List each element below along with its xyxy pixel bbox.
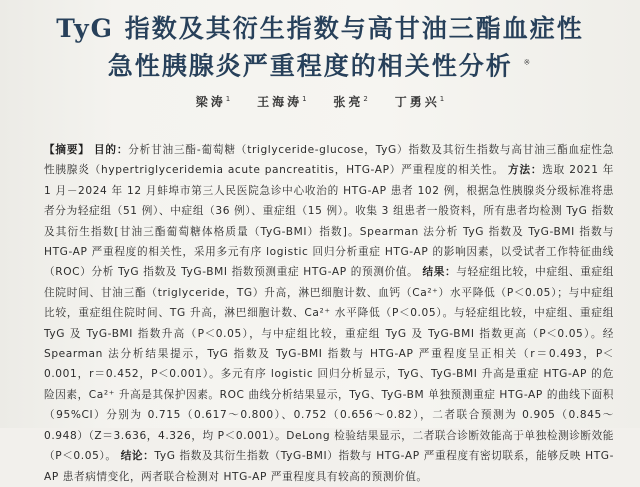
conclusion-label: 结论：	[120, 450, 155, 463]
paper-title-line-1	[0, 12, 640, 46]
abstract	[44, 140, 614, 487]
author-name: 丁勇兴	[394, 95, 440, 110]
author-name: 王海涛	[257, 95, 303, 110]
abstract-tag: 【摘要】	[44, 144, 90, 156]
author	[196, 95, 230, 109]
author	[257, 95, 306, 109]
conclusion-text: TyG 指数及其衍生指数（TyG-BMI）指数与 HTG-AP 严重程度有密切联系，能够反映 HTG-AP 患者病情变化，两者联合检测对 HTG-AP 严重程度具有较高的预测价值。	[44, 450, 615, 483]
results-label: 结果：	[422, 266, 457, 279]
methods-text: 选取 2021 年 1 月－2024 年 12 月蚌埠市第三人民医院急诊中心收治的 HTG-AP 患者 102 例，根据急性胰腺炎分级标准将患者分为轻症组（51 例）、中症组（36 例）、重症组（15 例）。收集 3 组患者一般资料，所有患者均检测 TyG 指数及其衍生指数[甘油三酯葡萄糖体格质量（TyG-BMI）指数]。Spearman 法分析 TyG 指数及 TyG-BMI 指数与 HTG-AP 严重程度的相关性，采用多元有序 logistic 回归分析重症 HTG-AP 的影响因素，以受试者工作特征曲线（ROC）分析 TyG 指数及 TyG-BMI 指数预测重症 HTG-AP 的预测价值。	[44, 164, 614, 279]
methods-label: 方法：	[508, 164, 543, 177]
author-affiliation: 1	[439, 95, 445, 104]
title-block	[0, 0, 640, 83]
author-affiliation: 1	[225, 95, 231, 104]
author-list	[0, 93, 640, 110]
author-affiliation: 2	[363, 95, 368, 104]
author-name: 梁涛	[195, 95, 226, 110]
title-line-2-text: 急性胰腺炎严重程度的相关性分析	[107, 51, 513, 81]
objective-text: 分析甘油三酯-葡萄糖（triglyceride-glucose，TyG）指数及其衍生指数与高甘油三酯血症性急性胰腺炎（hypertriglyceridemia acute pancreatitis，HTG-AP）严重程度的相关性。	[44, 144, 615, 177]
title-footnote-mark: ※	[523, 58, 533, 67]
results-text: 与轻症组比较，中症组、重症组住院时间、甘油三酯（triglyceride，TG）升高，淋巴细胞计数、血钙（Ca²⁺）水平降低（P＜0.05）；与中症组比较，重症组住院时间、TG 升高，淋巴细胞计数、Ca²⁺ 水平降低（P＜0.05）。与轻症组比较，中症组、重症组 TyG 及 TyG-BMI 指数升高（P＜0.05），与中症组比较，重症组 TyG 及 TyG-BMI 指数更高（P＜0.05）。经 Spearman 法分析结果提示，TyG 指数及 TyG-BMI 指数与 HTG-AP 严重程度呈正相关（r＝0.493，P＜0.001，r＝0.452，P＜0.001）。多元有序 logistic 回归分析显示，TyG、TyG-BMI 升高是重症 HTG-AP 的危险因素，Ca²⁺ 升高是其保护因素。ROC 曲线分析结果显示，TyG、TyG-BM 单独预测重症 HTG-AP 的曲线下面积（95%CI）分别为 0.715（0.617～0.800）、0.752（0.656～0.82），二者联合预测为 0.905（0.845～0.948）（Z＝3.636，4.326，均 P＜0.001）。DeLong 检验结果显示，二者联合诊断效能高于单独检测诊断效能（P＜0.05）。	[44, 266, 614, 463]
author	[333, 95, 367, 109]
objective-label: 目的：	[93, 144, 129, 156]
title-line-1-text: TyG 指数及其衍生指数与高甘油三酯血症性	[56, 14, 584, 43]
author-affiliation: 1	[302, 95, 307, 104]
author	[395, 95, 444, 109]
paper-title-line-2	[0, 46, 640, 83]
author-name: 张亮	[333, 95, 364, 110]
